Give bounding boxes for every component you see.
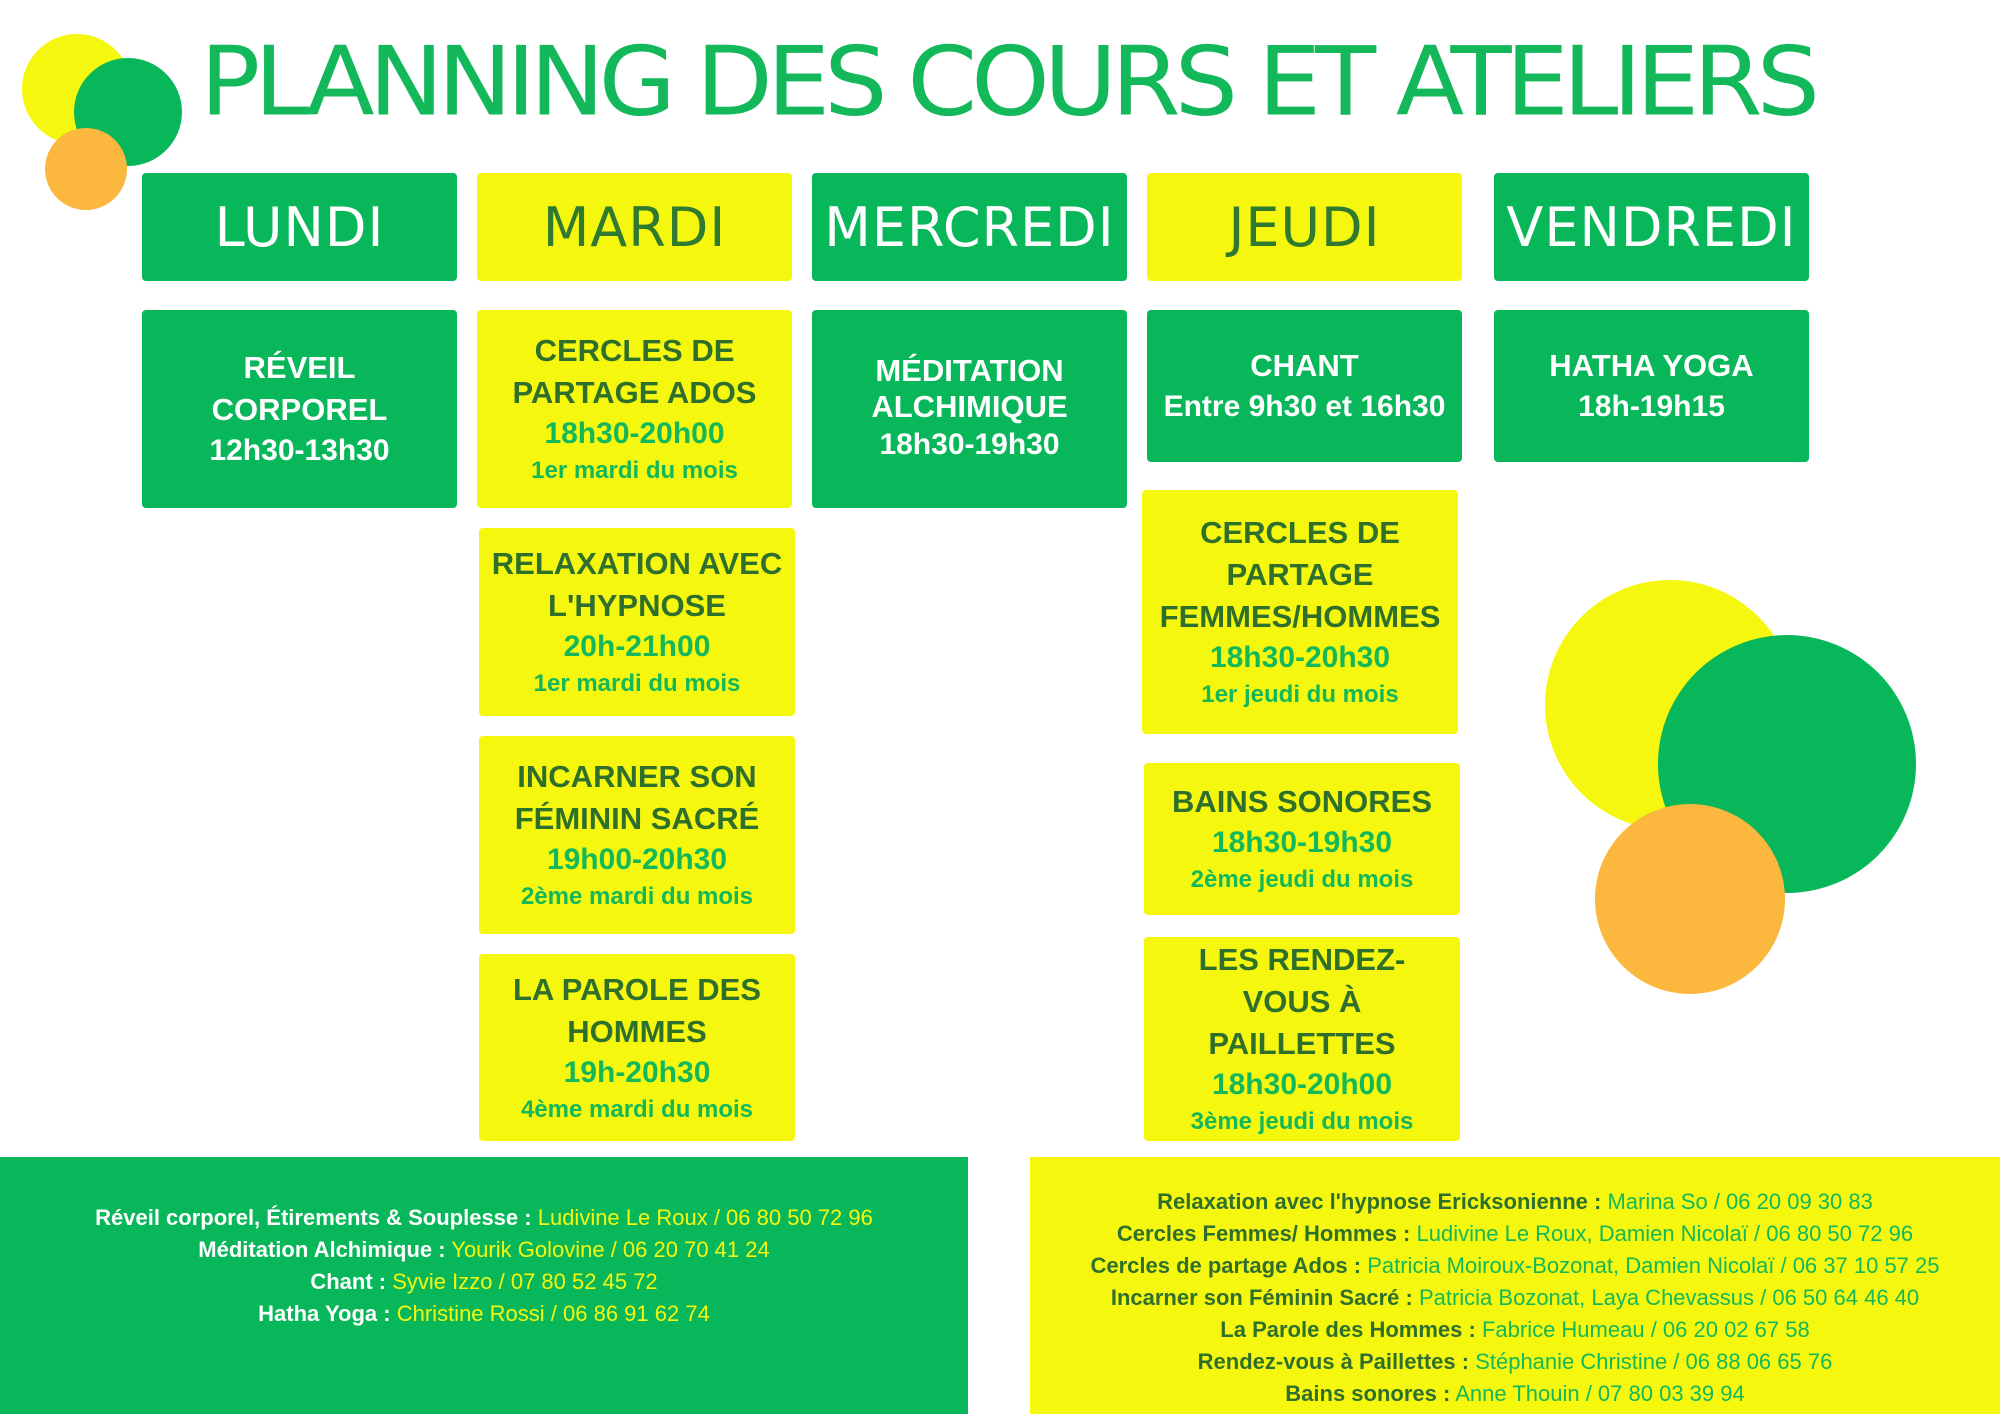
contact-value: Marina So / 06 20 09 30 83 bbox=[1607, 1188, 1873, 1214]
class-time: 18h30-20h30 bbox=[1209, 641, 1391, 674]
contact-label: Méditation Alchimique : bbox=[198, 1236, 446, 1262]
class-name: LA PAROLE DES HOMMES bbox=[512, 971, 761, 1049]
contact-row bbox=[258, 1298, 710, 1330]
contact-label: La Parole des Hommes : bbox=[1220, 1316, 1476, 1342]
class-time: 18h30-20h00 bbox=[544, 417, 725, 450]
class-time: 18h30-20h00 bbox=[1211, 1068, 1393, 1101]
contact-label: Relaxation avec l'hypnose Ericksonienne : bbox=[1157, 1188, 1602, 1214]
page-title: PLANNING DES COURS ET ATELIERS bbox=[200, 26, 1815, 138]
contact-label: Bains sonores : bbox=[1285, 1380, 1451, 1406]
class-card-parole-hommes bbox=[479, 954, 795, 1141]
class-time: 20h-21h00 bbox=[563, 630, 711, 663]
class-time: 19h00-20h30 bbox=[546, 843, 728, 876]
contact-value: Christine Rossi / 06 86 91 62 74 bbox=[396, 1300, 710, 1326]
class-name: BAINS SONORES bbox=[1171, 784, 1433, 819]
class-name: INCARNER SON FÉMININ SACRÉ bbox=[514, 759, 760, 836]
class-name: MÉDITATION ALCHIMIQUE bbox=[871, 353, 1068, 424]
day-header-lundi: LUNDI bbox=[142, 173, 457, 281]
class-time: 19h-20h30 bbox=[563, 1055, 711, 1089]
contact-value: Patricia Bozonat, Laya Chevassus / 06 50 64 46 40 bbox=[1418, 1284, 1920, 1310]
class-card-bains-sonores bbox=[1144, 763, 1460, 915]
class-time: 12h30-13h30 bbox=[209, 434, 390, 467]
class-frequency: 1er mardi du mois bbox=[531, 457, 738, 484]
contact-row bbox=[310, 1266, 657, 1298]
contact-row bbox=[198, 1234, 769, 1266]
class-name: CERCLES DE PARTAGE ADOS bbox=[512, 333, 757, 410]
class-card-reveil-corporel bbox=[142, 310, 457, 508]
contact-row bbox=[1117, 1218, 1913, 1250]
class-card-cercles-ados bbox=[477, 310, 792, 508]
day-header-vendredi: VENDREDI bbox=[1494, 173, 1809, 281]
contact-value: Ludivine Le Roux, Damien Nicolaï / 06 80 50 72 96 bbox=[1416, 1220, 1914, 1246]
class-name: CERCLES DE PARTAGE FEMMES/HOMMES bbox=[1159, 515, 1441, 634]
class-time: 18h30-19h30 bbox=[1211, 826, 1393, 859]
class-card-chant bbox=[1147, 310, 1462, 462]
class-frequency: 4ème mardi du mois bbox=[520, 1095, 754, 1123]
contact-value: Fabrice Humeau / 06 20 02 67 58 bbox=[1481, 1316, 1810, 1342]
day-header-mardi: MARDI bbox=[477, 173, 792, 281]
class-time: 18h30-19h30 bbox=[879, 428, 1060, 461]
class-frequency: 3ème jeudi du mois bbox=[1190, 1108, 1414, 1135]
class-card-cercles-femmes-hommes bbox=[1142, 490, 1458, 734]
class-frequency: 1er jeudi du mois bbox=[1201, 681, 1399, 708]
contacts-panel-left bbox=[0, 1157, 968, 1414]
contact-label: Cercles Femmes/ Hommes : bbox=[1116, 1220, 1411, 1246]
contact-row bbox=[95, 1202, 873, 1234]
contact-label: Hatha Yoga : bbox=[258, 1300, 391, 1326]
contact-value: Patricia Moiroux-Bozonat, Damien Nicolaï / 06 37 10 57 25 bbox=[1367, 1252, 1940, 1278]
class-card-hatha-yoga bbox=[1494, 310, 1809, 462]
class-card-relaxation-hypnose bbox=[479, 528, 795, 716]
contact-row bbox=[1157, 1186, 1873, 1218]
contact-row bbox=[1090, 1250, 1939, 1282]
class-name: CHANT bbox=[1250, 348, 1359, 383]
class-name: HATHA YOGA bbox=[1549, 348, 1754, 383]
contacts-panel-right bbox=[1030, 1157, 2000, 1414]
class-frequency: 2ème jeudi du mois bbox=[1190, 866, 1414, 893]
contact-value: Syvie Izzo / 07 80 52 45 72 bbox=[392, 1268, 658, 1294]
contact-label: Chant : bbox=[310, 1268, 387, 1294]
contact-label: Cercles de partage Ados : bbox=[1090, 1252, 1362, 1278]
class-time: 18h-19h15 bbox=[1578, 390, 1725, 423]
contact-row bbox=[1285, 1378, 1744, 1410]
class-frequency: 1er mardi du mois bbox=[533, 670, 741, 697]
contact-label: Incarner son Féminin Sacré : bbox=[1110, 1284, 1413, 1310]
contact-row bbox=[1198, 1346, 1833, 1378]
contact-value: Ludivine Le Roux / 06 80 50 72 96 bbox=[537, 1204, 873, 1230]
class-name: LES RENDEZ-VOUS À PAILLETTES bbox=[1198, 942, 1406, 1061]
contact-value: Stéphanie Christine / 06 88 06 65 76 bbox=[1475, 1348, 1833, 1374]
day-header-mercredi: MERCREDI bbox=[812, 173, 1127, 281]
contact-value: Anne Thouin / 07 80 03 39 94 bbox=[1455, 1380, 1745, 1406]
class-card-feminin-sacre bbox=[479, 736, 795, 934]
day-header-jeudi: JEUDI bbox=[1147, 173, 1462, 281]
contact-row bbox=[1220, 1314, 1809, 1346]
contact-label: Réveil corporel, Étirements & Souplesse : bbox=[95, 1204, 532, 1230]
decor-circle-orange-right bbox=[1595, 804, 1785, 994]
class-frequency: 2ème mardi du mois bbox=[520, 883, 754, 910]
class-name: RELAXATION AVEC L'HYPNOSE bbox=[491, 546, 783, 623]
contact-label: Rendez-vous à Paillettes : bbox=[1197, 1348, 1470, 1374]
class-card-meditation-alchimique bbox=[812, 310, 1127, 508]
class-card-rendez-vous-paillettes bbox=[1144, 937, 1460, 1141]
decor-circle-orange-top bbox=[45, 128, 127, 210]
contact-row bbox=[1111, 1282, 1919, 1314]
class-time: Entre 9h30 et 16h30 bbox=[1163, 390, 1446, 423]
contact-value: Yourik Golovine / 06 20 70 41 24 bbox=[451, 1236, 770, 1262]
class-name: RÉVEIL CORPOREL bbox=[211, 350, 388, 427]
